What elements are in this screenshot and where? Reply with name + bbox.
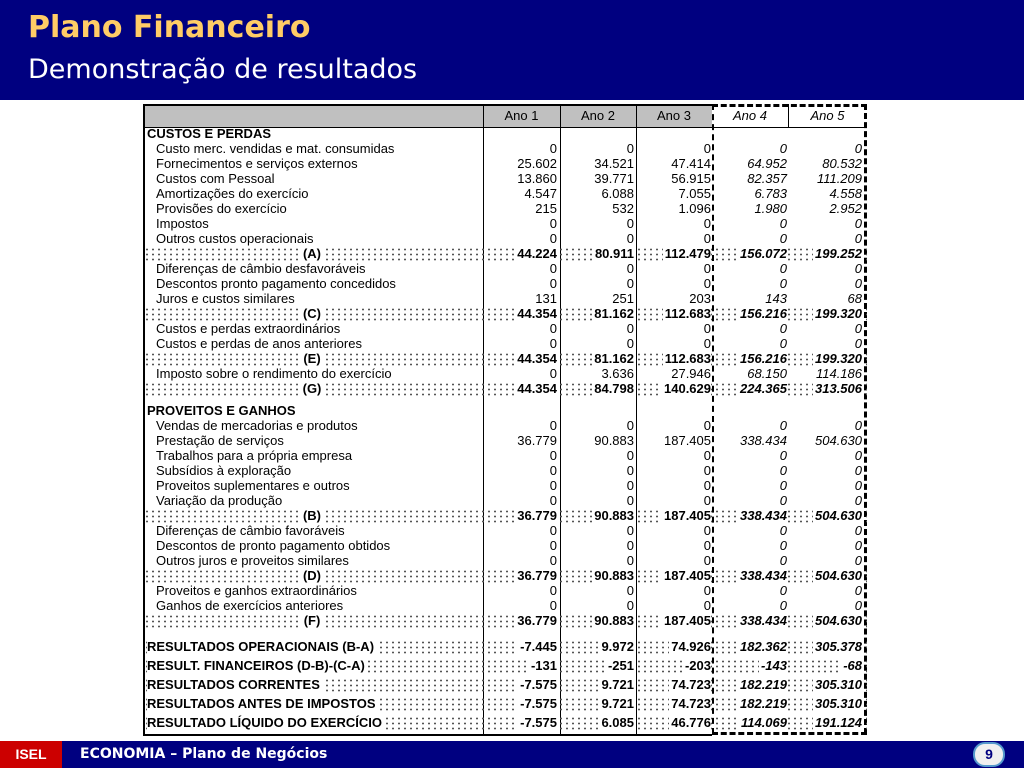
cell-year-4: 338.434 bbox=[740, 613, 787, 628]
cell-year-4: 0 bbox=[779, 418, 787, 433]
row-label: Provisões do exercício bbox=[156, 201, 287, 216]
table-row bbox=[143, 418, 867, 433]
section-heading: PROVEITOS E GANHOS bbox=[147, 403, 296, 418]
cell-year-4: 6.783 bbox=[754, 186, 787, 201]
row-label: (F) bbox=[299, 613, 325, 628]
cell-year-2: 6.085 bbox=[601, 715, 634, 730]
cell-year-4: 68.150 bbox=[747, 366, 787, 381]
cell-year-3: 0 bbox=[703, 216, 711, 231]
cell-year-1: 13.860 bbox=[517, 171, 557, 186]
cell-year-5: 305.378 bbox=[815, 639, 862, 654]
row-label: Amortizações do exercício bbox=[156, 186, 309, 201]
cell-year-4: 224.365 bbox=[740, 381, 787, 396]
table-row bbox=[143, 231, 867, 246]
table-border-bottom bbox=[143, 734, 712, 736]
row-label: Fornecimentos e serviços externos bbox=[156, 156, 358, 171]
slide-header bbox=[0, 0, 1024, 100]
row-label: (B) bbox=[299, 508, 325, 523]
cell-year-3: 7.055 bbox=[678, 186, 711, 201]
cell-year-2: 81.162 bbox=[594, 351, 634, 366]
cell-year-3: -203 bbox=[684, 658, 711, 673]
cell-year-1: 0 bbox=[549, 418, 557, 433]
cell-year-2: 0 bbox=[626, 448, 634, 463]
result-row bbox=[143, 677, 867, 692]
table-row bbox=[143, 276, 867, 291]
cell-year-3: 0 bbox=[703, 336, 711, 351]
cell-year-1: 0 bbox=[549, 583, 557, 598]
page-number: 9 bbox=[973, 742, 1005, 767]
cell-year-4: 0 bbox=[779, 276, 787, 291]
subtotal-row bbox=[143, 246, 867, 261]
cell-year-4: 182.219 bbox=[740, 677, 787, 692]
cell-year-3: 47.414 bbox=[671, 156, 711, 171]
cell-year-5: 0 bbox=[854, 216, 862, 231]
cell-year-2: 90.883 bbox=[594, 568, 634, 583]
cell-year-3: 0 bbox=[703, 553, 711, 568]
table-row bbox=[143, 583, 867, 598]
row-label: (C) bbox=[299, 306, 325, 321]
cell-year-5: -68 bbox=[843, 658, 862, 673]
table-row bbox=[143, 336, 867, 351]
cell-year-4: 0 bbox=[779, 538, 787, 553]
cell-year-3: 46.776 bbox=[671, 715, 711, 730]
cell-year-5: 0 bbox=[854, 418, 862, 433]
cell-year-4: 143 bbox=[765, 291, 787, 306]
row-label: Proveitos e ganhos extraordinários bbox=[156, 583, 357, 598]
table-row bbox=[143, 141, 867, 156]
cell-year-2: 84.798 bbox=[594, 381, 634, 396]
cell-year-3: 112.683 bbox=[664, 306, 711, 321]
result-row bbox=[143, 639, 867, 654]
cell-year-4: 0 bbox=[779, 598, 787, 613]
cell-year-4: 0 bbox=[779, 216, 787, 231]
row-label: (D) bbox=[299, 568, 325, 583]
cell-year-1: 0 bbox=[549, 366, 557, 381]
cell-year-3: 0 bbox=[703, 478, 711, 493]
row-label: Custos com Pessoal bbox=[156, 171, 275, 186]
cell-year-5: 504.630 bbox=[815, 508, 862, 523]
section-row bbox=[143, 403, 867, 418]
subtotal-row bbox=[143, 381, 867, 396]
cell-year-3: 187.405 bbox=[664, 613, 711, 628]
cell-year-4: 0 bbox=[779, 493, 787, 508]
cell-year-4: 0 bbox=[779, 448, 787, 463]
cell-year-3: 112.683 bbox=[664, 351, 711, 366]
row-label: Outros custos operacionais bbox=[156, 231, 314, 246]
cell-year-1: -7.575 bbox=[520, 696, 557, 711]
cell-year-2: 0 bbox=[626, 141, 634, 156]
cell-year-5: 504.630 bbox=[815, 568, 862, 583]
cell-year-4: -143 bbox=[760, 658, 787, 673]
cell-year-3: 0 bbox=[703, 141, 711, 156]
row-label: RESULT. FINANCEIROS (D-B)-(C-A) bbox=[147, 658, 365, 673]
row-label: (G) bbox=[299, 381, 325, 396]
cell-year-1: 0 bbox=[549, 463, 557, 478]
cell-year-4: 0 bbox=[779, 231, 787, 246]
cell-year-3: 0 bbox=[703, 261, 711, 276]
cell-year-5: 68 bbox=[847, 291, 862, 306]
cell-year-1: -7.575 bbox=[520, 715, 557, 730]
table-row bbox=[143, 538, 867, 553]
cell-year-4: 338.434 bbox=[740, 508, 787, 523]
cell-year-5: 0 bbox=[854, 553, 862, 568]
cell-year-2: 0 bbox=[626, 261, 634, 276]
cell-year-2: 34.521 bbox=[594, 156, 634, 171]
cell-year-5: 0 bbox=[854, 493, 862, 508]
cell-year-2: 90.883 bbox=[594, 613, 634, 628]
cell-year-1: 0 bbox=[549, 553, 557, 568]
cell-year-5: 80.532 bbox=[822, 156, 862, 171]
cell-year-2: 0 bbox=[626, 276, 634, 291]
column-header-year-4: Ano 4 bbox=[733, 108, 767, 123]
footer-text: ECONOMIA – Plano de Negócios bbox=[80, 746, 328, 762]
cell-year-2: 0 bbox=[626, 463, 634, 478]
table-row bbox=[143, 321, 867, 336]
cell-year-5: 0 bbox=[854, 141, 862, 156]
cell-year-5: 0 bbox=[854, 261, 862, 276]
cell-year-2: 0 bbox=[626, 216, 634, 231]
table-row bbox=[143, 291, 867, 306]
table-row bbox=[143, 598, 867, 613]
cell-year-1: 4.547 bbox=[524, 186, 557, 201]
row-label: Imposto sobre o rendimento do exercício bbox=[156, 366, 392, 381]
projection-border-top bbox=[712, 104, 867, 107]
table-border-top bbox=[143, 104, 712, 106]
cell-year-2: 0 bbox=[626, 231, 634, 246]
result-row bbox=[143, 715, 867, 730]
cell-year-2: 0 bbox=[626, 538, 634, 553]
cell-year-3: 187.405 bbox=[664, 433, 711, 448]
cell-year-3: 187.405 bbox=[664, 568, 711, 583]
subtotal-row bbox=[143, 568, 867, 583]
cell-year-5: 199.320 bbox=[815, 351, 862, 366]
cell-year-3: 112.479 bbox=[664, 246, 711, 261]
projection-border-bottom bbox=[712, 732, 867, 735]
cell-year-1: -7.575 bbox=[520, 677, 557, 692]
cell-year-5: 199.320 bbox=[815, 306, 862, 321]
cell-year-5: 0 bbox=[854, 538, 862, 553]
table-row bbox=[143, 171, 867, 186]
cell-year-2: 0 bbox=[626, 478, 634, 493]
cell-year-5: 0 bbox=[854, 336, 862, 351]
cell-year-2: 0 bbox=[626, 336, 634, 351]
cell-year-4: 1.980 bbox=[754, 201, 787, 216]
cell-year-5: 0 bbox=[854, 463, 862, 478]
cell-year-3: 0 bbox=[703, 321, 711, 336]
cell-year-3: 0 bbox=[703, 523, 711, 538]
cell-year-2: 80.911 bbox=[594, 246, 634, 261]
cell-year-1: 36.779 bbox=[517, 568, 557, 583]
row-label: (E) bbox=[299, 351, 325, 366]
cell-year-2: 90.883 bbox=[594, 433, 634, 448]
result-row bbox=[143, 696, 867, 711]
cell-year-4: 0 bbox=[779, 553, 787, 568]
cell-year-3: 140.629 bbox=[664, 381, 711, 396]
cell-year-1: 44.224 bbox=[517, 246, 557, 261]
cell-year-4: 0 bbox=[779, 463, 787, 478]
cell-year-3: 0 bbox=[703, 418, 711, 433]
cell-year-1: 36.779 bbox=[517, 613, 557, 628]
cell-year-4: 156.216 bbox=[740, 306, 787, 321]
cell-year-1: 0 bbox=[549, 598, 557, 613]
cell-year-5: 0 bbox=[854, 448, 862, 463]
table-row bbox=[143, 433, 867, 448]
cell-year-1: 36.779 bbox=[517, 433, 557, 448]
cell-year-4: 182.219 bbox=[740, 696, 787, 711]
cell-year-3: 74.723 bbox=[671, 677, 711, 692]
cell-year-1: 215 bbox=[535, 201, 557, 216]
row-label: Diferenças de câmbio desfavoráveis bbox=[156, 261, 366, 276]
section-row bbox=[143, 126, 867, 141]
cell-year-1: 131 bbox=[535, 291, 557, 306]
cell-year-2: 0 bbox=[626, 553, 634, 568]
cell-year-3: 0 bbox=[703, 463, 711, 478]
row-label: RESULTADO LÍQUIDO DO EXERCÍCIO bbox=[147, 715, 382, 730]
subtotal-row bbox=[143, 351, 867, 366]
cell-year-3: 0 bbox=[703, 493, 711, 508]
section-heading: CUSTOS E PERDAS bbox=[147, 126, 272, 141]
table-row bbox=[143, 216, 867, 231]
row-label: Vendas de mercadorias e produtos bbox=[156, 418, 358, 433]
cell-year-3: 187.405 bbox=[664, 508, 711, 523]
cell-year-1: 0 bbox=[549, 448, 557, 463]
cell-year-5: 0 bbox=[854, 598, 862, 613]
cell-year-5: 0 bbox=[854, 478, 862, 493]
row-label: Descontos de pronto pagamento obtidos bbox=[156, 538, 391, 553]
cell-year-2: 0 bbox=[626, 493, 634, 508]
cell-year-2: 39.771 bbox=[594, 171, 634, 186]
row-label: Custo merc. vendidas e mat. consumidas bbox=[156, 141, 395, 156]
row-label: Ganhos de exercícios anteriores bbox=[156, 598, 344, 613]
cell-year-2: 0 bbox=[626, 418, 634, 433]
column-header-year-3: Ano 3 bbox=[657, 108, 691, 123]
row-label: (A) bbox=[299, 246, 325, 261]
cell-year-5: 0 bbox=[854, 321, 862, 336]
column-header-year-1: Ano 1 bbox=[504, 108, 539, 123]
cell-year-1: 0 bbox=[549, 336, 557, 351]
table-row bbox=[143, 493, 867, 508]
cell-year-2: 90.883 bbox=[594, 508, 634, 523]
cell-year-1: 25.602 bbox=[517, 156, 557, 171]
cell-year-3: 0 bbox=[703, 448, 711, 463]
cell-year-4: 0 bbox=[779, 583, 787, 598]
subtotal-row bbox=[143, 508, 867, 523]
cell-year-2: 6.088 bbox=[601, 186, 634, 201]
row-label: Prestação de serviços bbox=[156, 433, 284, 448]
row-label: Proveitos suplementares e outros bbox=[156, 478, 350, 493]
cell-year-2: 9.721 bbox=[601, 696, 634, 711]
cell-year-5: 2.952 bbox=[829, 201, 862, 216]
row-label: Descontos pronto pagamento concedidos bbox=[156, 276, 396, 291]
cell-year-4: 156.072 bbox=[740, 246, 787, 261]
cell-year-4: 182.362 bbox=[740, 639, 787, 654]
cell-year-1: 44.354 bbox=[517, 381, 557, 396]
row-label: Subsídios à exploração bbox=[156, 463, 292, 478]
column-divider bbox=[788, 104, 789, 127]
cell-year-2: 9.972 bbox=[601, 639, 634, 654]
cell-year-4: 0 bbox=[779, 336, 787, 351]
cell-year-2: 532 bbox=[612, 201, 634, 216]
cell-year-5: 4.558 bbox=[829, 186, 862, 201]
income-statement-table bbox=[143, 104, 867, 734]
row-label: RESULTADOS OPERACIONAIS (B-A) bbox=[147, 639, 375, 654]
row-label: Diferenças de câmbio favoráveis bbox=[156, 523, 345, 538]
cell-year-1: -7.445 bbox=[520, 639, 557, 654]
cell-year-4: 82.357 bbox=[747, 171, 787, 186]
cell-year-5: 305.310 bbox=[815, 696, 862, 711]
cell-year-3: 0 bbox=[703, 231, 711, 246]
header-row-label-cell bbox=[143, 104, 483, 127]
row-label: Custos e perdas de anos anteriores bbox=[156, 336, 362, 351]
slide-footer bbox=[0, 741, 1024, 768]
cell-year-4: 156.216 bbox=[740, 351, 787, 366]
cell-year-3: 27.946 bbox=[671, 366, 711, 381]
cell-year-5: 199.252 bbox=[815, 246, 862, 261]
cell-year-4: 338.434 bbox=[740, 568, 787, 583]
table-row bbox=[143, 366, 867, 381]
table-row bbox=[143, 261, 867, 276]
slide-title: Plano Financeiro bbox=[28, 10, 311, 45]
cell-year-1: 0 bbox=[549, 321, 557, 336]
cell-year-1: 0 bbox=[549, 478, 557, 493]
cell-year-1: 0 bbox=[549, 261, 557, 276]
cell-year-1: 0 bbox=[549, 216, 557, 231]
cell-year-4: 0 bbox=[779, 523, 787, 538]
table-row bbox=[143, 448, 867, 463]
cell-year-1: 0 bbox=[549, 276, 557, 291]
table-row bbox=[143, 201, 867, 216]
cell-year-2: 81.162 bbox=[594, 306, 634, 321]
cell-year-1: -131 bbox=[530, 658, 557, 673]
cell-year-1: 0 bbox=[549, 523, 557, 538]
cell-year-5: 111.209 bbox=[816, 171, 862, 186]
cell-year-5: 191.124 bbox=[815, 715, 862, 730]
table-row bbox=[143, 186, 867, 201]
table-row bbox=[143, 478, 867, 493]
cell-year-2: 3.636 bbox=[601, 366, 634, 381]
cell-year-2: -251 bbox=[607, 658, 634, 673]
cell-year-4: 338.434 bbox=[740, 433, 787, 448]
row-label: Juros e custos similares bbox=[156, 291, 295, 306]
cell-year-2: 251 bbox=[612, 291, 634, 306]
cell-year-3: 0 bbox=[703, 538, 711, 553]
row-label: Impostos bbox=[156, 216, 209, 231]
cell-year-2: 0 bbox=[626, 583, 634, 598]
cell-year-1: 0 bbox=[549, 141, 557, 156]
cell-year-5: 0 bbox=[854, 231, 862, 246]
cell-year-1: 0 bbox=[549, 538, 557, 553]
row-label: RESULTADOS CORRENTES bbox=[147, 677, 320, 692]
cell-year-4: 0 bbox=[779, 261, 787, 276]
cell-year-3: 0 bbox=[703, 276, 711, 291]
row-label: Outros juros e proveitos similares bbox=[156, 553, 349, 568]
cell-year-2: 0 bbox=[626, 598, 634, 613]
row-label: Variação da produção bbox=[156, 493, 283, 508]
cell-year-3: 203 bbox=[689, 291, 711, 306]
cell-year-1: 0 bbox=[549, 493, 557, 508]
result-row bbox=[143, 658, 867, 673]
slide-subtitle: Demonstração de resultados bbox=[28, 54, 418, 85]
cell-year-4: 64.952 bbox=[747, 156, 787, 171]
cell-year-1: 44.354 bbox=[517, 306, 557, 321]
cell-year-5: 0 bbox=[854, 276, 862, 291]
cell-year-2: 9.721 bbox=[601, 677, 634, 692]
isel-logo: ISEL bbox=[0, 741, 62, 768]
cell-year-4: 114.069 bbox=[740, 715, 787, 730]
table-row bbox=[143, 156, 867, 171]
column-header-year-2: Ano 2 bbox=[581, 108, 615, 123]
cell-year-3: 74.723 bbox=[671, 696, 711, 711]
cell-year-4: 0 bbox=[779, 478, 787, 493]
row-label: Custos e perdas extraordinários bbox=[156, 321, 341, 336]
cell-year-3: 74.926 bbox=[671, 639, 711, 654]
cell-year-5: 504.630 bbox=[815, 433, 862, 448]
cell-year-1: 44.354 bbox=[517, 351, 557, 366]
cell-year-3: 0 bbox=[703, 583, 711, 598]
cell-year-3: 1.096 bbox=[678, 201, 711, 216]
cell-year-2: 0 bbox=[626, 523, 634, 538]
cell-year-3: 56.915 bbox=[671, 171, 711, 186]
cell-year-5: 114.186 bbox=[815, 366, 862, 381]
cell-year-2: 0 bbox=[626, 321, 634, 336]
cell-year-5: 313.506 bbox=[815, 381, 862, 396]
cell-year-1: 0 bbox=[549, 231, 557, 246]
table-row bbox=[143, 553, 867, 568]
cell-year-5: 0 bbox=[854, 523, 862, 538]
cell-year-4: 0 bbox=[779, 321, 787, 336]
row-label: RESULTADOS ANTES DE IMPOSTOS bbox=[147, 696, 376, 711]
cell-year-5: 0 bbox=[854, 583, 862, 598]
subtotal-row bbox=[143, 306, 867, 321]
row-label: Trabalhos para a própria empresa bbox=[156, 448, 353, 463]
subtotal-row bbox=[143, 613, 867, 628]
cell-year-4: 0 bbox=[779, 141, 787, 156]
cell-year-5: 305.310 bbox=[815, 677, 862, 692]
cell-year-5: 504.630 bbox=[815, 613, 862, 628]
table-row bbox=[143, 523, 867, 538]
cell-year-3: 0 bbox=[703, 598, 711, 613]
table-row bbox=[143, 463, 867, 478]
cell-year-1: 36.779 bbox=[517, 508, 557, 523]
column-header-year-5: Ano 5 bbox=[810, 108, 845, 123]
